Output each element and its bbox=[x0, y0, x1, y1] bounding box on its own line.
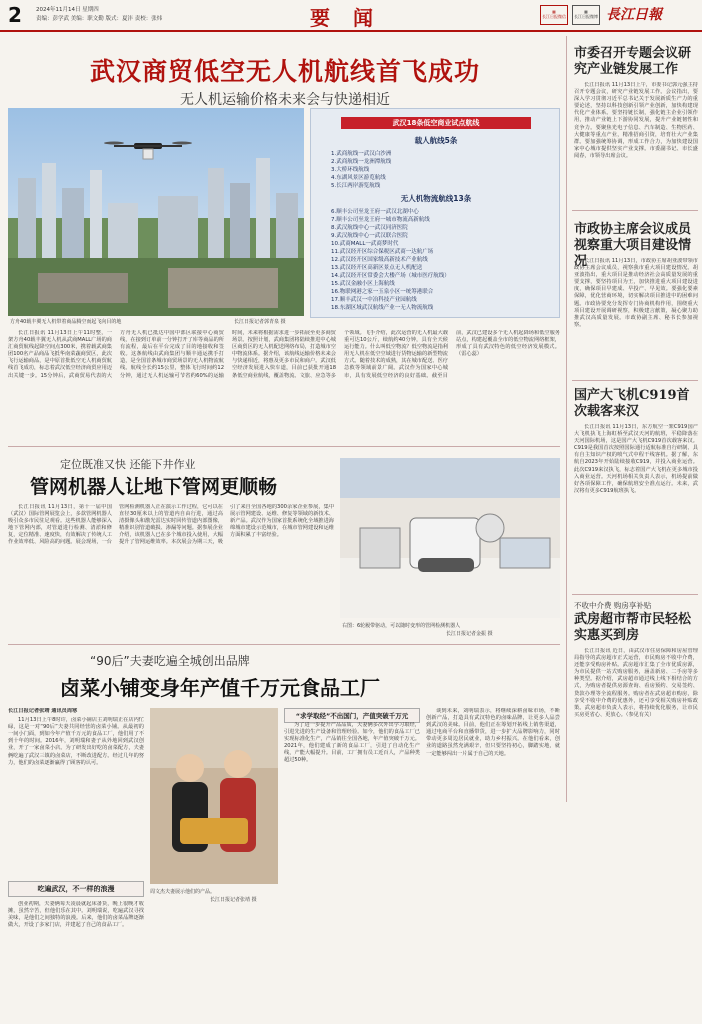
right-article-3-text: 长江日报讯 11月13日，东方航空一架C919国产大飞机执飞上海虹桥至武汉天河的航班，平稳降落在天河国际机场，这是国产大飞机C919首次载客来汉。C919是我国首次按照国际通行适航标准自行研制、具有自主知识产权的喷气式中程干线客机。据了解，东航自2023年开始陆续接收C919，并投入商业运营。此次C919来汉执飞，标志着国产大飞机在更多城市投入商业运营。天河机场相关负责人表示，机场提前做好各项保障工作，确保航班安全准点运行。未来，武汉将有更多C919航班执飞。 bbox=[574, 424, 698, 494]
people-photo-caption: 周文杰夫妻展示他们的产品。 bbox=[150, 889, 216, 895]
bottom-body-4-text: 谈到未来，刘明瑞表示，将继续深耕卤味市场，不断创新产品，打造具有武汉特色的卤味品牌，让更多人品尝到武汉的美味。目前，他们正在筹划开拓线上销售渠道，通过电商平台和直播带货，进一步扩大品牌影响力，同时带动更多周边居民就业，助力乡村振兴。在他们看来，创业的道路虽然充满艰辛，但只要坚持初心，脚踏实地，就一定能够闯出一片属于自己的天地。 bbox=[426, 708, 560, 757]
bottom-body-1-text: 11月13日上午8时许，卤菜小铺店主刘明瑞正在店内忙碌，这是一对“90后”夫妻共同经营的卤菜小铺。从最初的一间小门面，到如今年产值千万元的食品工厂，他们用了不到十年的时间。2016年，刘明瑞和妻子从外地回到武汉创业，开了一家卤菜小店。为了研发出好吃的卤菜配方，夫妻俩吃遍了武汉三镇的卤菜店，不断改进配方。经过几年的努力，他们的卤菜逐渐赢得了顾客的认可。 bbox=[8, 717, 144, 766]
header-rule bbox=[0, 30, 702, 32]
lead-photo-caption: 方舟40载丰翼无人机带着商品腾空而起飞向目的地 bbox=[10, 319, 122, 325]
drone-photo bbox=[8, 108, 304, 316]
right-divider bbox=[572, 380, 698, 381]
section-title: 要 闻 bbox=[310, 6, 381, 30]
route-item: 18.东湖区域武汉航线产业一无人物流航线 bbox=[331, 305, 434, 311]
route-item: 14.武汉经开区常委会大楼产场（城市医疗航线） bbox=[331, 273, 450, 279]
route-item: 5.长江两岸游览航线 bbox=[331, 183, 381, 189]
right-article-2-title: 市政协主席会议成员视察重大项目建设情况 bbox=[574, 222, 692, 269]
robot-photo-caption: 右图：6轮履带驱动，可以随时变形的管网检测机器人 bbox=[342, 623, 461, 629]
newspaper-logo: 長江日報 bbox=[606, 7, 662, 23]
lead-body-text: 长江日报讯 11月13日上午11时整，一架方舟40载丰翼无人机从武商MALL广场的商汇商贸航线起降空间点300米，携着载武商集团100名产品商品飞抵华南菜蔬商贸区，此次飞行运输商品，是中原首批低空无人机商贸航线首飞成功，标志着武汉低空经济商贸应用迈出关键一步。15分钟后，武商贸易代表的大方舟无人机已抵达中国中部区联接中心商贸线，在接到订单前一分钟打开了库等商品的所有流程，最后在平台完成了目的地接收和签收。这条航线由武商集团与顺丰通运携手打造，是全国首条城市商贸场景的无人机物流航线。航线全长约15公里，整体飞行时间约12分钟，通过无人机运输可节省约60%的运输时间，未来将根据需求进一步拓展至更多商贸场景。按照计划，武商集团将陆续推进中心城区商贸区的无人机配送网络布局，打造城市空中物流体系。据介绍，该航线运输价格未来会与快递相近，将惠及更多市民和商户。武汉低空经济发展进入快车道，目前已获批开通18条低空商业航线，覆盖物流、文旅、应急等多个领域。飞手介绍，此次运营的无人机最大载重可达10公斤，续航约40分钟，具有全天候运行能力。什么叫低空物流？低空物流是指利用无人机在低空空域进行货物运输的新型物流方式。随着技术的成熟，其在城市配送、医疗急救等领域前景广阔。武汉作为国家中心城市，具有发展低空经济的良好基础。截至目前，武汉已建设多个无人机起降场和低空服务站点，构建起覆盖全市的低空物流网络框架，形成了具有武汉特色的低空经济发展模式。（雷心蕊） bbox=[8, 330, 560, 379]
route-item: 13.武汉经开区高新区景点无人机配送 bbox=[331, 265, 423, 271]
right-article-2-body bbox=[574, 258, 698, 376]
right-article-1-title: 市委召开专题会议研究产业链发展工作 bbox=[574, 46, 692, 77]
wechat-channel-badge[interactable]: ▦ 长江日报微信 bbox=[540, 5, 568, 25]
right-divider bbox=[572, 210, 698, 211]
route-item: 12.武汉经开区国家级高新技术产业航线 bbox=[331, 257, 428, 263]
right-divider bbox=[572, 594, 698, 595]
mid-article-body bbox=[8, 504, 334, 638]
route-item: 16.物联网港之家一玉泉小区一统筹港联合 bbox=[331, 289, 434, 295]
editor-line: 责编：彭学武 美编：职文勤 版式：夏沣 责校：张炜 bbox=[36, 16, 163, 22]
bottom-subhead-1: 吃遍武汉，不一样的浪漫 bbox=[8, 881, 144, 897]
bottom-subhead-2: “求学取经”不出国门，产值突破千万元 bbox=[284, 708, 420, 723]
lead-photo-credit: 长江日报记者郭青泉 摄 bbox=[234, 319, 286, 325]
qr-icon: ▦ bbox=[584, 9, 588, 14]
route-item: 15.武汉金融小区上海航线 bbox=[331, 281, 395, 287]
people-photo-credit: 长江日报记者张靖 摄 bbox=[210, 897, 257, 903]
right-article-3-body bbox=[574, 424, 698, 588]
couple-photo-illustration bbox=[150, 708, 278, 884]
city-drone-illustration bbox=[8, 108, 304, 316]
route-item: 11.武汉经开区综合保税区武商一达航广场 bbox=[331, 249, 434, 255]
section-divider bbox=[8, 446, 560, 447]
bottom-body-2 bbox=[8, 901, 144, 1013]
bottom-body-1 bbox=[8, 717, 144, 877]
right-article-2-text: 长江日报讯 11月13日，市政协主席胡亚波带领市政协主席会议成员，视察我市重大项目建设情况。胡亚波指出，重大项目是推动经济社会高质量发展的重要支撑，要坚持项目为王，加快推进重大项目建设进度，确保项目早建成、早投产、早见效。要强化要素保障，优化营商环境，切实解决项目推进中的困难问题。市政协要充分发挥专门协商机构作用，围绕重大项目建设开展调研视察，积极建言献策，凝心聚力助推武汉高质量发展。市政协副主席、秘书长参加视察。 bbox=[574, 258, 698, 328]
mid-headline: 管网机器人让地下管网更顺畅 bbox=[30, 476, 278, 498]
bottom-body-2-text: 创业初期，夫妻俩每天凌晨就起床备货，晚上很晚才收摊，虽然辛苦，但他们乐在其中。刘明瑞说，吃遍武汉寻找美味，是他们之间独特的浪漫。后来，他们的卤菜品牌逐渐做大，开设了多家门店，并建起了自己的食品工厂。 bbox=[8, 901, 144, 929]
right-article-4-kicker: 不收中介费 购房享补贴 bbox=[574, 601, 652, 610]
bottom-left-column bbox=[8, 708, 144, 1013]
qr-icon: ▦ bbox=[552, 9, 556, 14]
mid-body-text: 长江日报讯 11月13日，第十一届中国（武汉）国际管网展览会上，多款管网机器人吸引众多市民驻足观看。这些机器人能够深入地下管网内部，对管道进行检测、清淤和修复，定位精准、速度快，有效解决了传统人工作业效率低、风险高的问题。展会现场，一台管网检测机器人正在演示工作过程，它可以在直径30厘米以上的管道内自由行进，通过高清摄像头和激光雷达实时回传管道内部图像，精准识别管道破损、渗漏等问题。据参展企业介绍，该机器人已在多个城市投入使用，大幅提升了管网运维效率。本次展会为期三天，吸引了来自全国各地的300余家企业参展，集中展示管网建设、运维、修复等领域的新技术、新产品。武汉作为国家首批系统化全域推进海绵城市建设示范城市，在城市管网建设和运维方面积累了丰富经验。 bbox=[8, 504, 334, 546]
route-item: 17.顺丰武汉一中冶科技产业园航线 bbox=[331, 297, 417, 303]
right-article-3-title: 国产大飞机C919首次载客来汉 bbox=[574, 388, 690, 419]
right-article-1-body bbox=[574, 82, 698, 204]
weibo-channel-badge[interactable]: ▦ 长江日报微博 bbox=[572, 5, 600, 25]
lead-subheadline: 无人机运输价格未来会与快递相近 bbox=[180, 92, 390, 108]
lead-article-body bbox=[8, 330, 560, 440]
route-item: 3.大桥环线航线 bbox=[331, 167, 370, 173]
route-item: 1.武商航线一武汉白沙洲 bbox=[331, 151, 392, 157]
bottom-byline: 长江日报记者张靖 通讯员周寒 bbox=[8, 708, 78, 714]
bottom-body-3-text: 为了进一步提升产品品质，夫妻俩多次外出学习取经，引进先进的生产设备和管理经验。如今，他们的食品工厂已实现标准化生产，产品销往全国各地，年产值突破千万元。2021年，他们建成了新的食品工厂，引进了自动化生产线，产能大幅提升。目前，工厂拥有员工近百人，产品种类超过50种。 bbox=[284, 722, 420, 764]
right-article-1-text: 长江日报讯 11月13日上午，市委书记郭元强主持召开专题会议，研究产业链发展工作。会议指出，要深入学习贯彻习近平总书记关于发展新质生产力的重要论述，坚持以科技创新引领产业创新，加快构建现代化产业体系。要坚持链长制，强化链主企业引领作用，推动产业链上下游协同发展，提升产业链韧性和竞争力。要聚焦光电子信息、汽车制造、生物医药、大健康等重点产业，精准招商引资，培育壮大产业集群。要加强统筹协调，形成工作合力，为加快建设国家中心城市提供坚实产业支撑。市委副书记、市长盛阅春，市领导出席会议。 bbox=[574, 82, 698, 159]
route-infobox bbox=[310, 108, 560, 318]
route-item: 6.顺丰公司至龙王府一武汉北湖中心 bbox=[331, 209, 419, 215]
route-item: 7.顺丰公司至龙王府一城市物流高新航线 bbox=[331, 217, 430, 223]
route-item: 10.武商MALL一武商梦时代 bbox=[331, 241, 399, 247]
right-article-4-body bbox=[574, 648, 698, 1013]
people-photo bbox=[150, 708, 278, 884]
page-number: 2 bbox=[8, 3, 22, 27]
infobox-section-manned: 载人航线5条 bbox=[414, 136, 458, 145]
right-article-4-title: 武房超市帮市民轻松实惠买到房 bbox=[574, 612, 692, 643]
infobox-section-drone: 无人机物流航线13条 bbox=[400, 194, 472, 203]
pipe-robot-illustration bbox=[340, 458, 560, 618]
route-item: 2.武商航线一龙洲潭航线 bbox=[331, 159, 392, 165]
robot-photo-credit: 长江日报记者金振 摄 bbox=[446, 631, 493, 637]
bottom-headline: 卤菜小铺变身年产值千万元食品工厂 bbox=[60, 676, 380, 700]
bottom-body-3 bbox=[284, 722, 420, 1012]
route-item: 4.东湖风景区游览航线 bbox=[331, 175, 386, 181]
infobox-title: 武汉18条低空商业试点航线 bbox=[341, 117, 531, 129]
robot-photo bbox=[340, 458, 560, 618]
route-item: 8.武汉航线中心一武汉同济医院 bbox=[331, 225, 408, 231]
column-divider bbox=[566, 36, 567, 802]
bottom-body-4 bbox=[426, 708, 560, 1012]
bottom-kicker: “90后”夫妻吃遍全城创出品牌 bbox=[90, 654, 250, 668]
mid-kicker: 定位既准又快 还能下井作业 bbox=[60, 458, 196, 471]
lead-headline: 武汉商贸低空无人机航线首飞成功 bbox=[89, 57, 480, 86]
right-article-4-text: 长江日报讯 近日，由武汉市住房保障和房屋管理局指导的武房超市正式运营，市民购房不收中介费，还能享受购房补贴。武房超市汇集了全市优质房源，为市民提供一站式购房服务，涵盖新房、二手房等多种类型。据介绍，武房超市通过线上线下相结合的方式，为购房者提供房源查询、看房预约、交易签约、贷款办理等全流程服务。购房者在武房超市购房，除享受不收中介费的优惠外，还可享受相关购房补贴政策。武房超市负责人表示，将持续优化服务，让市民买房更省心、更放心。（参见有关） bbox=[574, 648, 698, 718]
section-divider bbox=[8, 644, 560, 645]
route-item: 9.武汉航线中心一武汉联合医院 bbox=[331, 233, 408, 239]
date-line: 2024年11月14日 星期四 bbox=[36, 7, 99, 13]
